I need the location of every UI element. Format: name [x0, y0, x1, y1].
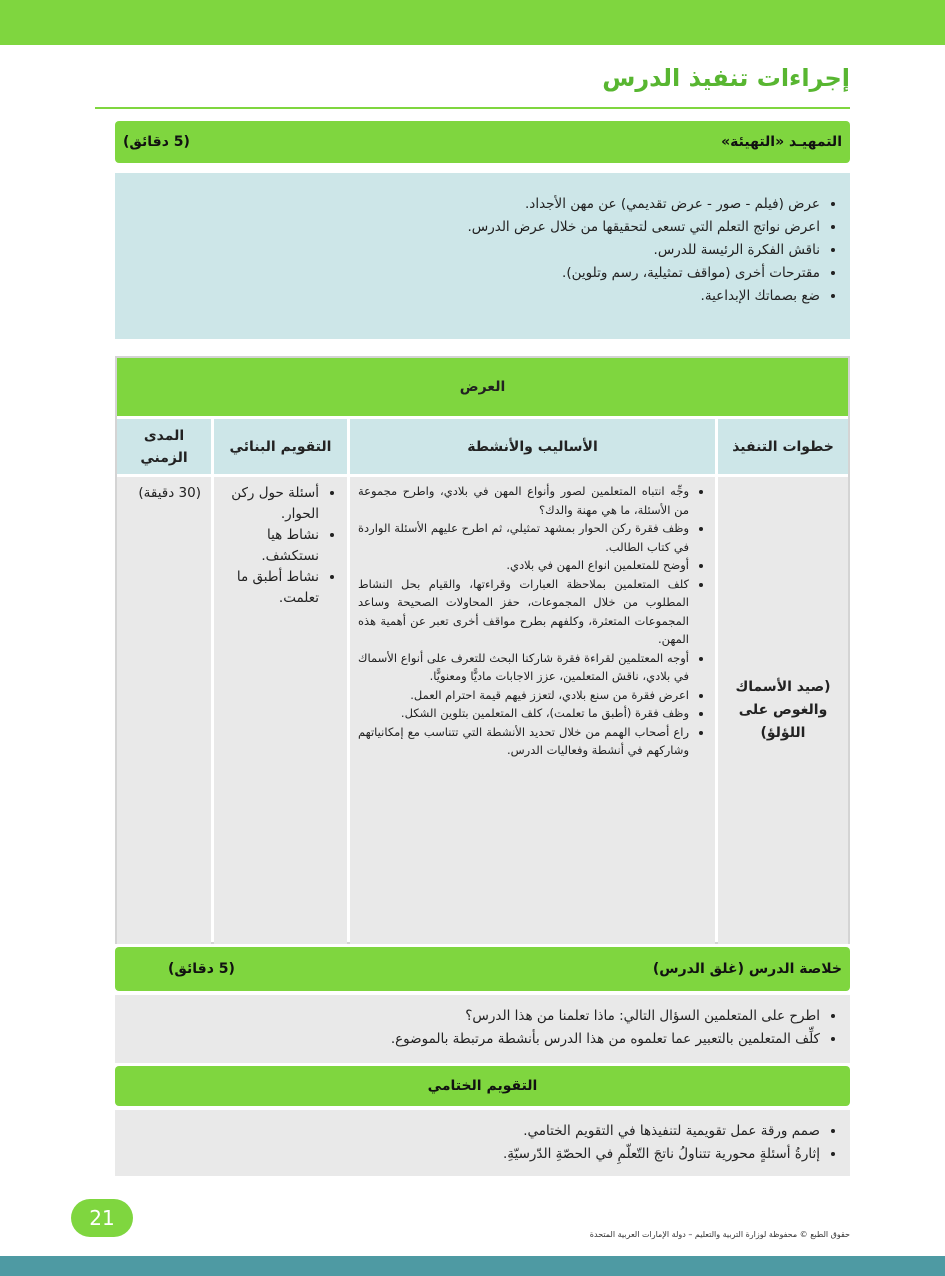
- summary-label: خلاصة الدرس (غلق الدرس): [652, 961, 842, 977]
- list-item: • وظف فقرة ركن الحوار بمشهد تمثيلي، ثم اطرح عليهم الأسئلة الواردة في كتاب الطالب.: [358, 519, 689, 556]
- intro-time: (5 دقائق): [123, 134, 190, 150]
- list-item: • اعرض نواتج التعلم التي تسعى لتحقيقها من خلال عرض الدرس.: [115, 216, 820, 239]
- page-number: 21: [71, 1199, 133, 1237]
- header-duration: المدى الزمني: [117, 419, 211, 474]
- list-item: • ناقش الفكرة الرئيسة للدرس.: [115, 239, 820, 262]
- final-assessment-panel: [115, 1110, 850, 1176]
- list-item: • نشاط أطبق ما تعلمت.: [220, 567, 319, 609]
- final-assessment-list: [115, 1120, 850, 1166]
- list-item: • أسئلة حول ركن الحوار.: [220, 483, 319, 525]
- list-item: • وجِّه انتباه المتعلمين لصور وأنواع المهن في بلادي، واطرح مجموعة من الأسئلة، ما هي مهنة والدك؟: [358, 482, 689, 519]
- intro-panel: [115, 173, 850, 339]
- final-assessment-header: [115, 1066, 850, 1106]
- methods-cell: [350, 477, 715, 944]
- assessment-list: [214, 477, 347, 609]
- summary-list: [115, 1005, 850, 1051]
- list-item: • مقترحات أخرى (مواقف تمثيلية، رسم وتلوين).: [115, 262, 820, 285]
- title-divider: [95, 107, 850, 109]
- duration-cell: (30 دقيقة): [117, 477, 211, 944]
- summary-panel: [115, 995, 850, 1063]
- summary-time: (5 دقائق): [168, 961, 235, 977]
- list-item: • إثارةُ أسئلةٍ محورية تتناولُ ناتجَ التّعلّمِ في الحصّةِ الدّرسيّةِ.: [115, 1143, 820, 1166]
- list-item: • اطرح على المتعلمين السؤال التالي: ماذا تعلمنا من هذا الدرس؟: [115, 1005, 820, 1028]
- header-steps: خطوات التنفيذ: [718, 419, 848, 474]
- page-title: إجراءات تنفيذ الدرس: [602, 64, 850, 92]
- bottom-banner: [0, 1256, 945, 1276]
- list-item: • أوضح للمتعلمين انواع المهن في بلادي.: [358, 556, 689, 575]
- final-assessment-label: التقويم الختامي: [427, 1078, 538, 1094]
- list-item: • اعرض فقرة من سنع بلادي، لتعزز فيهم قيمة احترام العمل.: [358, 686, 689, 705]
- assessment-cell: [214, 477, 347, 944]
- list-item: • صمم ورقة عمل تقويمية لتنفيذها في التقويم الختامي.: [115, 1120, 820, 1143]
- list-item: • راع أصحاب الهمم من خلال تحديد الأنشطة التي تتناسب مع إمكانياتهم وشاركهم في أنشطة وفعاليات الدرس.: [358, 723, 689, 760]
- presentation-title: العرض: [117, 358, 848, 416]
- list-item: • نشاط هيا نستكشف.: [220, 525, 319, 567]
- copyright-notice: حقوق الطبع © محفوظة لوزارة التربية والتعليم – دولة الإمارات العربية المتحدة: [589, 1230, 850, 1239]
- list-item: • أوجه المعتلمين لقراءة فقرة شاركنا البحث للتعرف على أنواع الأسماك في بلادي، ناقش المتعلمين، عزز الاجابات ماديًّا ومعنويًّا.: [358, 649, 689, 686]
- header-assessment: التقويم البنائي: [214, 419, 347, 474]
- intro-label: التمهيـد «التهيئة»: [721, 134, 842, 150]
- summary-header: [115, 947, 850, 991]
- list-item: • كلف المتعلمين بملاحظة العبارات وقراءتها، والقيام بحل النشاط المطلوب من خلال المجموعات، حفز المحاولات الصحيحة وساعد المجموعات المتعثرة، وكلفهم بطرح مواقف أخرى تعبر عن أهمية هذه المهن.: [358, 575, 689, 649]
- presentation-table: [115, 356, 850, 944]
- header-methods: الأساليب والأنشطة: [350, 419, 715, 474]
- top-banner: [0, 0, 945, 45]
- list-item: • وظف فقرة (أطبق ما تعلمت)، كلف المتعلمين بتلوين الشكل.: [358, 704, 689, 723]
- list-item: • كلِّف المتعلمين بالتعبير عما تعلموه من هذا الدرس بأنشطة مرتبطة بالموضوع.: [115, 1028, 820, 1051]
- methods-list: [350, 477, 715, 760]
- list-item: • ضع بصماتك الإبداعية.: [115, 285, 820, 308]
- intro-list: [115, 193, 850, 308]
- intro-header: [115, 121, 850, 163]
- list-item: • عرض (فيلم - صور - عرض تقديمي) عن مهن الأجداد.: [115, 193, 820, 216]
- steps-cell: (صيد الأسماك والغوص على اللؤلؤ): [718, 477, 848, 944]
